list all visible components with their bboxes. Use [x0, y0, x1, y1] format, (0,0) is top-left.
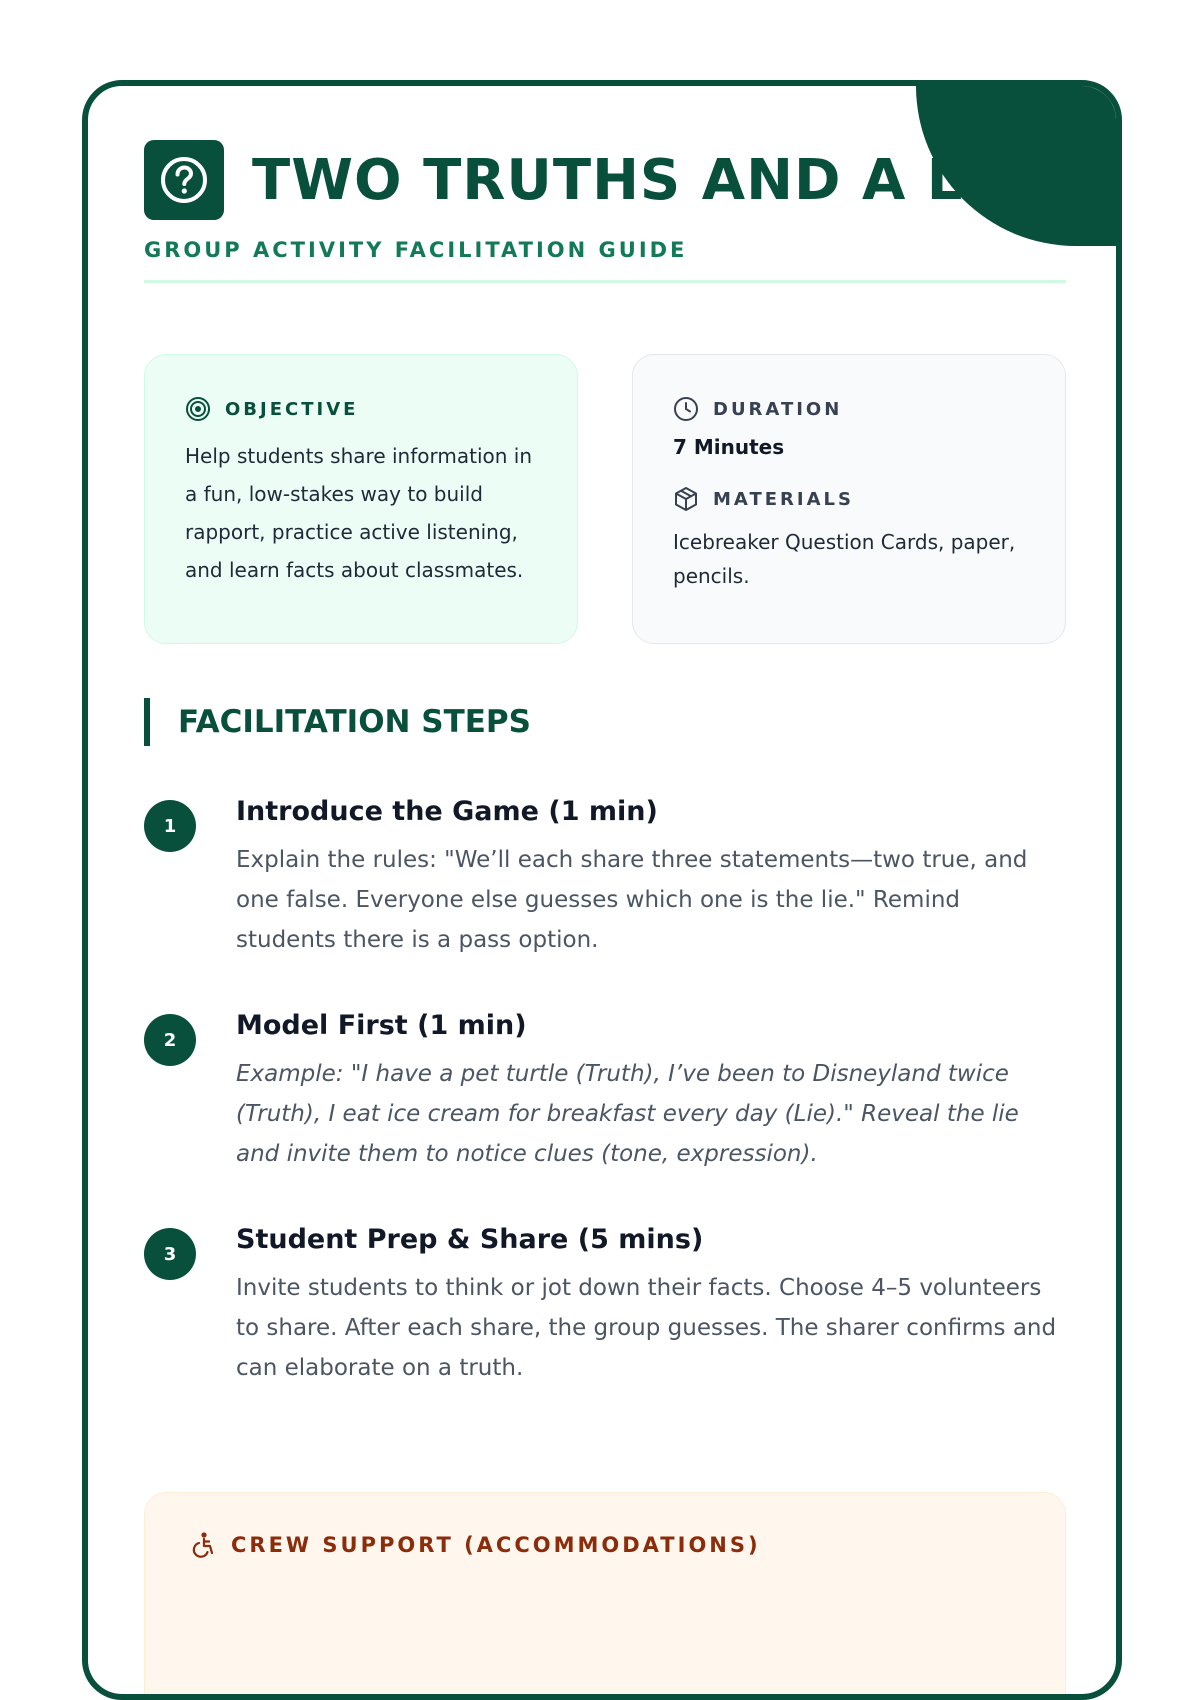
objective-text: Help students share information in a fun, low-stakes way to build rapport, practice active listening, and learn facts about classmates.	[185, 444, 533, 582]
step-body	[236, 1010, 1066, 1174]
activity-card	[82, 80, 1122, 1700]
accessibility-icon	[189, 1531, 215, 1559]
step-body	[236, 796, 1066, 960]
step-title: Introduce the Game (1 min)	[236, 796, 658, 827]
duration-materials-box	[632, 354, 1066, 644]
step-body	[236, 1224, 1066, 1388]
duration-heading-row	[673, 395, 1025, 423]
page-title: TWO TRUTHS AND A LIE	[252, 147, 1025, 213]
step-title: Student Prep & Share (5 mins)	[236, 1224, 704, 1255]
info-boxes	[144, 354, 1066, 644]
title-row	[144, 140, 1066, 220]
section-accent-bar	[144, 698, 150, 746]
target-icon	[185, 396, 211, 422]
step-title: Model First (1 min)	[236, 1010, 527, 1041]
objective-heading: OBJECTIVE	[225, 398, 359, 420]
objective-heading-row	[185, 395, 537, 423]
step-number-badge: 2	[144, 1014, 196, 1066]
steps-section-title: FACILITATION STEPS	[178, 704, 531, 740]
step-text: Explain the rules: "We’ll each share three statements—two true, and one false. Everyone else guesses which one is the lie." Remind students there is a pass option.	[236, 847, 1028, 953]
support-heading: CREW SUPPORT (ACCOMMODATIONS)	[231, 1533, 761, 1557]
duration-heading: DURATION	[713, 398, 843, 420]
materials-text: Icebreaker Question Cards, paper, pencils.	[673, 530, 1016, 588]
steps-section-heading	[144, 698, 531, 746]
page-subtitle: GROUP ACTIVITY FACILITATION GUIDE	[144, 238, 688, 262]
step-number-badge: 3	[144, 1228, 196, 1280]
header	[144, 140, 1066, 283]
support-box	[144, 1492, 1066, 1700]
materials-heading-row	[673, 485, 1025, 513]
step-text: Invite students to think or jot down their facts. Choose 4–5 volunteers to share. After each share, the group guesses. The sharer confirms and can elaborate on a truth.	[236, 1275, 1057, 1381]
materials-heading: MATERIALS	[713, 488, 854, 510]
step-number-badge: 1	[144, 800, 196, 852]
question-circle-icon	[144, 140, 224, 220]
header-divider	[144, 280, 1066, 283]
duration-value: 7 Minutes	[673, 435, 785, 459]
step-text: Example: "I have a pet turtle (Truth), I’ve been to Disneyland twice (Truth), I eat ice cream for breakfast every day (Lie)." Reveal the lie and invite them to notice clues (tone, expression).	[236, 1061, 1019, 1167]
package-icon	[673, 486, 699, 512]
objective-box	[144, 354, 578, 644]
support-heading-row	[189, 1531, 1021, 1559]
clock-icon	[673, 396, 699, 422]
